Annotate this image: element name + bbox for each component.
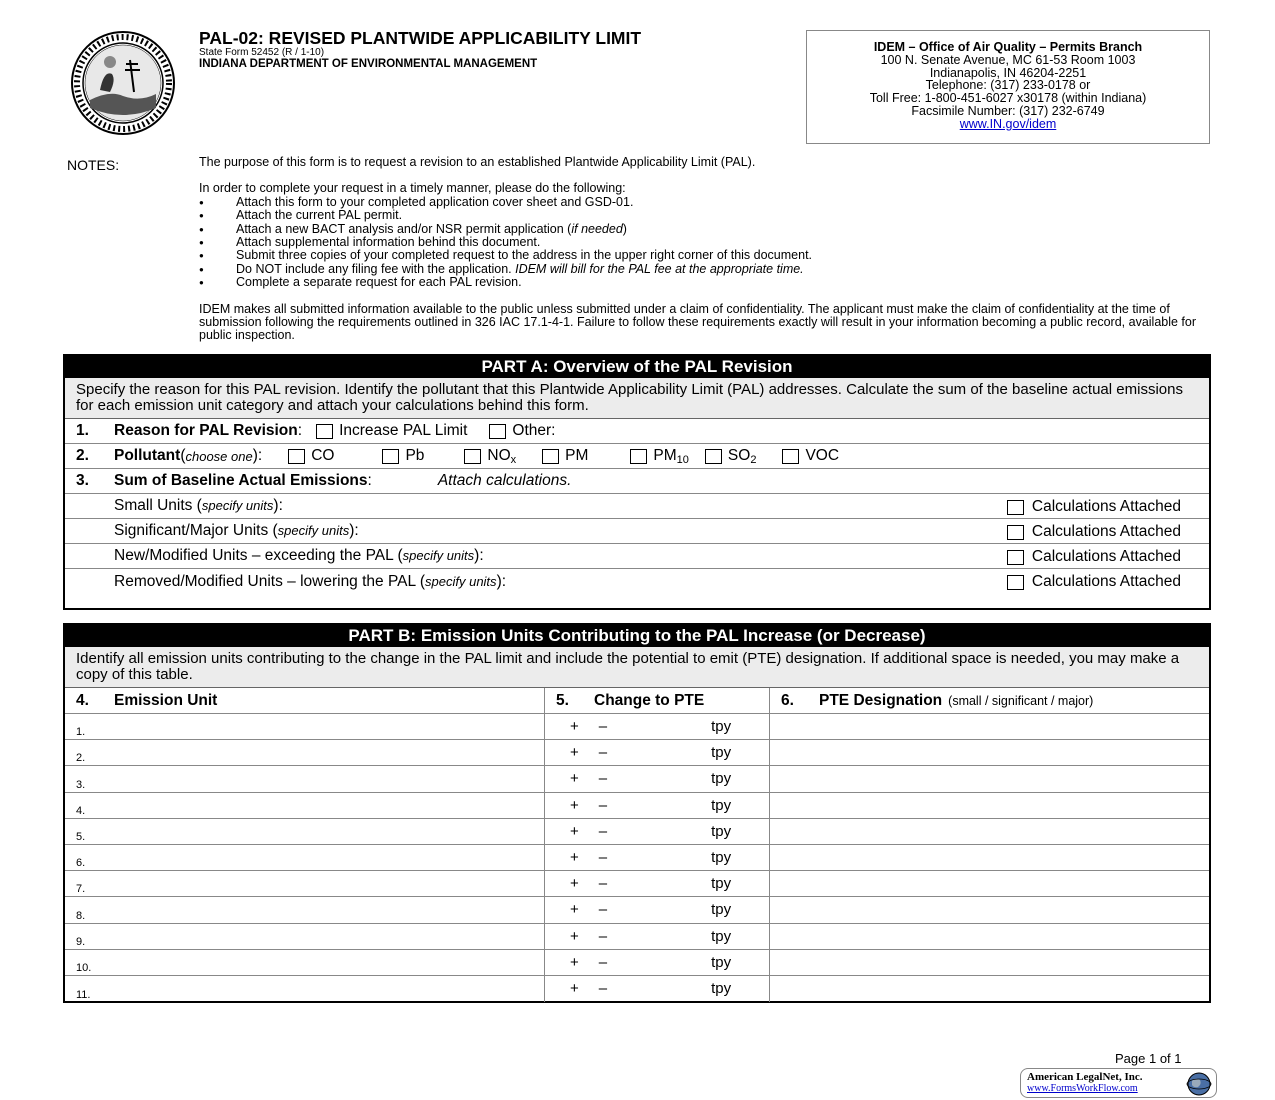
part-b-instructions: Identify all emission units contributing to the change in the PAL limit and include the potential to emit (PTE) designation. If additional space is needed, you may make a copy of this table. bbox=[65, 647, 1209, 688]
pm10-checkbox[interactable] bbox=[630, 449, 647, 464]
tpy-unit: tpy bbox=[711, 875, 732, 893]
so2-checkbox[interactable] bbox=[705, 449, 722, 464]
col-change-pte: Change to PTE bbox=[594, 691, 705, 709]
globe-icon bbox=[1186, 1071, 1212, 1097]
pte-designation-field[interactable] bbox=[770, 950, 1209, 975]
emission-unit-field[interactable] bbox=[65, 793, 545, 818]
table-row bbox=[65, 766, 1209, 792]
minus-sign: – bbox=[598, 822, 608, 840]
emission-unit-field[interactable] bbox=[65, 950, 545, 975]
list-item: ● Attach the current PAL permit. bbox=[199, 209, 1199, 222]
instructions-list bbox=[199, 196, 1199, 290]
pb-label: Pb bbox=[405, 447, 425, 464]
significant-units-calc-checkbox[interactable] bbox=[1007, 525, 1024, 540]
small-units-label: Small Units (specify units): bbox=[114, 497, 283, 514]
emission-unit-field[interactable] bbox=[65, 819, 545, 844]
increase-pal-label: Increase PAL Limit bbox=[339, 422, 468, 439]
tpy-unit: tpy bbox=[711, 901, 732, 919]
plus-sign: + bbox=[570, 770, 579, 788]
attach-calculations-note: Attach calculations. bbox=[437, 472, 572, 489]
fax: Facsimile Number: (317) 232-6749 bbox=[911, 103, 1105, 118]
list-item: ● Attach this form to your completed application cover sheet and GSD-01. bbox=[199, 196, 1199, 209]
address-line-2: Indianapolis, IN 46204-2251 bbox=[929, 65, 1087, 80]
row-number: 4. bbox=[76, 804, 86, 817]
department-name: INDIANA DEPARTMENT OF ENVIRONMENTAL MANAGEMENT bbox=[199, 58, 538, 70]
row-number: 10. bbox=[76, 961, 92, 974]
change-pte-field[interactable] bbox=[545, 871, 770, 896]
minus-sign: – bbox=[598, 901, 608, 919]
row-number: 1. bbox=[76, 726, 86, 739]
row-number: 7. bbox=[76, 883, 86, 896]
part-b-title: PART B: Emission Units Contributing to the PAL Increase (or Decrease) bbox=[65, 625, 1209, 647]
minus-sign: – bbox=[598, 770, 608, 788]
nox-label: $NO_x$ bbox=[487, 446, 517, 466]
plus-sign: + bbox=[570, 875, 579, 893]
change-pte-field[interactable] bbox=[545, 714, 770, 739]
tpy-unit: tpy bbox=[711, 927, 732, 945]
change-pte-field[interactable] bbox=[545, 897, 770, 922]
tpy-unit: tpy bbox=[711, 953, 732, 971]
tpy-unit: tpy bbox=[711, 796, 732, 814]
pte-designation-field[interactable] bbox=[770, 871, 1209, 896]
other-reason-checkbox[interactable] bbox=[489, 424, 506, 439]
table-row bbox=[65, 976, 1209, 1002]
q2-label: Pollutant bbox=[114, 447, 181, 464]
pte-designation-field[interactable] bbox=[770, 793, 1209, 818]
minus-sign: – bbox=[598, 849, 608, 867]
q3-label: Sum of Baseline Actual Emissions bbox=[114, 472, 368, 489]
pm-checkbox[interactable] bbox=[542, 449, 559, 464]
table-row bbox=[65, 897, 1209, 923]
pte-designation-field[interactable] bbox=[770, 819, 1209, 844]
table-row bbox=[65, 740, 1209, 766]
plus-sign: + bbox=[570, 980, 579, 998]
state-seal-icon bbox=[70, 30, 176, 136]
form-title: PAL-02: REVISED PLANTWIDE APPLICABILITY LIMIT bbox=[199, 28, 642, 48]
part-b-section bbox=[63, 623, 1211, 1003]
minus-sign: – bbox=[598, 796, 608, 814]
calc-attached-label: Calculations Attached bbox=[1031, 498, 1181, 515]
col-emission-unit: Emission Unit bbox=[114, 691, 218, 709]
row-number: 8. bbox=[76, 909, 86, 922]
notes-label: NOTES: bbox=[67, 157, 120, 173]
row-number: 6. bbox=[76, 857, 86, 870]
voc-label: VOC bbox=[805, 447, 840, 464]
calc-attached-label: Calculations Attached bbox=[1031, 548, 1181, 565]
baseline-row: 3. Sum of Baseline Actual Emissions : Attach calculations. bbox=[65, 469, 1209, 494]
co-label: CO bbox=[311, 447, 335, 464]
list-item: ● Attach a new BACT analysis and/or NSR permit application (if needed) bbox=[199, 223, 1199, 236]
emission-unit-field[interactable] bbox=[65, 871, 545, 896]
row-number: 11. bbox=[76, 989, 91, 1002]
tpy-unit: tpy bbox=[711, 980, 732, 998]
office-name: IDEM – Office of Air Quality – Permits Branch bbox=[873, 40, 1143, 54]
plus-sign: + bbox=[570, 927, 579, 945]
pte-designation-field[interactable] bbox=[770, 845, 1209, 870]
calc-attached-label: Calculations Attached bbox=[1031, 573, 1181, 590]
q1-number: 1. bbox=[76, 422, 89, 439]
plus-sign: + bbox=[570, 901, 579, 919]
significant-units-label: Significant/Major Units (specify units): bbox=[114, 522, 359, 539]
tpy-unit: tpy bbox=[711, 718, 732, 736]
minus-sign: – bbox=[598, 875, 608, 893]
change-pte-field[interactable] bbox=[545, 845, 770, 870]
page-number: Page 1 of 1 bbox=[1115, 1051, 1182, 1066]
pte-designation-field[interactable] bbox=[770, 740, 1209, 765]
minus-sign: – bbox=[598, 718, 608, 736]
emission-unit-field[interactable] bbox=[65, 924, 545, 949]
confidentiality-text: IDEM makes all submitted information available to the public unless submitted under a claim of confidentiality. The applicant must make the claim of confidentiality at the time of submission following the requirements outlined in 326 IAC 17.1-4-1. Failure to follow these requirements exactly will result in your information becoming a public record, available for public inspection. bbox=[199, 301, 1197, 343]
q2-number: 2. bbox=[76, 447, 89, 464]
state-form-number: State Form 52452 (R / 1-10) bbox=[199, 47, 325, 58]
tpy-unit: tpy bbox=[711, 849, 732, 867]
toll-free: Toll Free: 1-800-451-6027 x30178 (within Indiana) bbox=[869, 91, 1147, 106]
pb-checkbox[interactable] bbox=[382, 449, 399, 464]
change-pte-field[interactable] bbox=[545, 766, 770, 791]
logo-url[interactable]: www.FormsWorkFlow.com bbox=[1027, 1083, 1138, 1094]
pollutant-row: 2. Pollutant ( choose one ): CO Pb $NO_x$ PM $PM_{10}$ $SO_2$ VOC bbox=[65, 444, 1209, 469]
pte-designation-field[interactable] bbox=[770, 766, 1209, 791]
q3-number: 3. bbox=[76, 472, 89, 489]
notes-section bbox=[199, 156, 1199, 356]
col-pte-designation: PTE Designation bbox=[819, 691, 943, 709]
small-units-row bbox=[65, 494, 1209, 519]
co-checkbox[interactable] bbox=[288, 449, 305, 464]
change-pte-field[interactable] bbox=[545, 950, 770, 975]
change-pte-field[interactable] bbox=[545, 924, 770, 949]
table-row bbox=[65, 950, 1209, 976]
removed-units-row bbox=[65, 569, 1209, 594]
increase-pal-checkbox[interactable] bbox=[316, 424, 333, 439]
so2-label: $SO_2$ bbox=[727, 446, 757, 466]
pte-designation-field[interactable] bbox=[770, 976, 1209, 1002]
table-body bbox=[65, 714, 1209, 1002]
tpy-unit: tpy bbox=[711, 822, 732, 840]
change-pte-field[interactable] bbox=[545, 740, 770, 765]
removed-units-label: Removed/Modified Units – lowering the PAL (specify units): bbox=[114, 572, 507, 590]
legalnet-logo[interactable] bbox=[1020, 1068, 1217, 1098]
table-row bbox=[65, 871, 1209, 897]
minus-sign: – bbox=[598, 953, 608, 971]
plus-sign: + bbox=[570, 822, 579, 840]
table-header: 4. Emission Unit 5. Change to PTE 6. PTE Designation (small / significant / major) bbox=[65, 688, 1209, 714]
pm-label: PM bbox=[565, 447, 589, 464]
minus-sign: – bbox=[598, 744, 608, 762]
instructions-intro: In order to complete your request in a timely manner, please do the following: bbox=[199, 181, 626, 196]
part-a-section bbox=[63, 354, 1211, 610]
table-row bbox=[65, 819, 1209, 845]
new-units-row bbox=[65, 544, 1209, 569]
pte-designation-field[interactable] bbox=[770, 714, 1209, 739]
part-a-title: PART A: Overview of the PAL Revision bbox=[65, 356, 1209, 378]
q1-label: Reason for PAL Revision bbox=[114, 422, 298, 439]
list-item: ● Complete a separate request for each PAL revision. bbox=[199, 276, 1199, 289]
voc-checkbox[interactable] bbox=[782, 449, 799, 464]
minus-sign: – bbox=[598, 980, 608, 998]
reason-row: 1. Reason for PAL Revision : Increase PAL Limit Other: bbox=[65, 419, 1209, 444]
list-item: ● Do NOT include any filing fee with the application. IDEM will bill for the PAL fee at the appropriate time. bbox=[199, 263, 1199, 276]
nox-checkbox[interactable] bbox=[464, 449, 481, 464]
row-number: 9. bbox=[76, 935, 86, 948]
contact-box bbox=[806, 30, 1210, 144]
significant-units-row bbox=[65, 519, 1209, 544]
row-number: 2. bbox=[76, 752, 86, 765]
tpy-unit: tpy bbox=[711, 770, 732, 788]
table-row bbox=[65, 845, 1209, 871]
other-reason-label: Other: bbox=[512, 422, 556, 439]
table-row bbox=[65, 924, 1209, 950]
list-item: ● Submit three copies of your completed request to the address in the upper right corner of this document. bbox=[199, 249, 1199, 262]
row-number: 5. bbox=[76, 830, 86, 843]
emission-unit-field[interactable] bbox=[65, 845, 545, 870]
table-row bbox=[65, 793, 1209, 819]
pm10-label: $PM_{10}$ bbox=[653, 446, 689, 466]
table-row bbox=[65, 714, 1209, 740]
change-pte-field[interactable] bbox=[545, 819, 770, 844]
pte-designation-field[interactable] bbox=[770, 924, 1209, 949]
emission-unit-field[interactable] bbox=[65, 976, 545, 1002]
plus-sign: + bbox=[570, 744, 579, 762]
calc-attached-label: Calculations Attached bbox=[1031, 523, 1181, 540]
tpy-unit: tpy bbox=[711, 744, 732, 762]
pte-designation-field[interactable] bbox=[770, 897, 1209, 922]
change-pte-field[interactable] bbox=[545, 976, 770, 1002]
new-units-calc-checkbox[interactable] bbox=[1007, 550, 1024, 565]
plus-sign: + bbox=[570, 953, 579, 971]
emission-unit-field[interactable] bbox=[65, 740, 545, 765]
new-units-label: New/Modified Units – exceeding the PAL (specify units): bbox=[114, 547, 484, 564]
emission-unit-field[interactable] bbox=[65, 766, 545, 791]
list-item: ● Attach supplemental information behind this document. bbox=[199, 236, 1199, 249]
plus-sign: + bbox=[570, 796, 579, 814]
website-link[interactable]: www.IN.gov/idem bbox=[959, 116, 1057, 131]
small-units-calc-checkbox[interactable] bbox=[1007, 500, 1024, 515]
plus-sign: + bbox=[570, 849, 579, 867]
telephone: Telephone: (317) 233-0178 or bbox=[925, 78, 1091, 93]
logo-name: American LegalNet, Inc. bbox=[1027, 1071, 1143, 1083]
part-a-instructions: Specify the reason for this PAL revision. Identify the pollutant that this Plantwide Applicability Limit (PAL) addresses. Calculate the sum of the baseline actual emissions for each emission unit category and attach your calculations behind this form. bbox=[65, 378, 1209, 419]
change-pte-field[interactable] bbox=[545, 793, 770, 818]
row-number: 3. bbox=[76, 778, 86, 791]
purpose-text: The purpose of this form is to request a revision to an established Plantwide Applicability Limit (PAL). bbox=[199, 155, 756, 169]
emission-unit-field[interactable] bbox=[65, 897, 545, 922]
emission-unit-field[interactable] bbox=[65, 714, 545, 739]
address-line-1: 100 N. Senate Avenue, MC 61-53 Room 1003 bbox=[880, 52, 1136, 67]
plus-sign: + bbox=[570, 718, 579, 736]
removed-units-calc-checkbox[interactable] bbox=[1007, 575, 1024, 590]
minus-sign: – bbox=[598, 927, 608, 945]
